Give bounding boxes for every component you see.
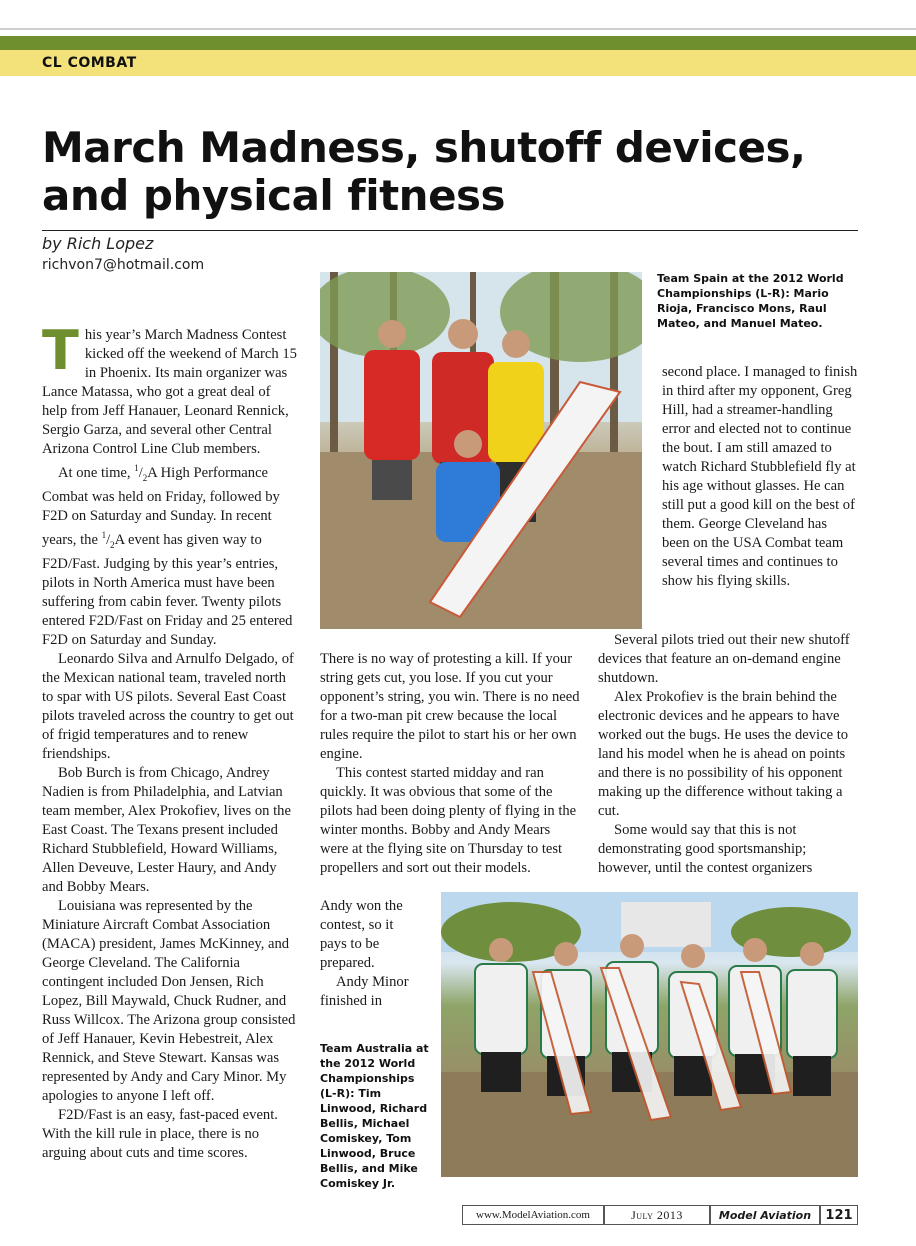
footer-magazine: Model Aviation [710,1205,820,1225]
fraction-denominator: 2 [142,472,148,483]
paragraph: Louisiana was represented by the Miniature Aircraft Combat Association (MACA) president, James McKinney, and George Cleveland. The California contingent included Don Jensen, Rich Lopez, Bill Maywald, Chuck Rudner, and Russ Willcox. The Arizona group consisted of Jeff Hanauer, Kevin Hebestreit, Alex Rennick, and Steve Stewart. Kansas was represented by Andy and Cary Minor. My apologies to anyone I left off. [42,897,296,1104]
paragraph: second place. I managed to finish in third after my opponent, Greg Hill, had a streamer-handling error and elected not to continue the bout. I am still amazed to watch Richard Stubblefield fly at his age without glasses. He can still put a good kill on the best of them. George Cleveland has been on the USA Combat team several times and continues to show his flying skills. [662,364,858,589]
header-yellow-band [0,50,916,76]
top-rule [0,28,916,30]
footer-page-number: 121 [820,1205,858,1225]
paragraph: This contest started midday and ran quickly. It was obvious that some of the pilots had been doing plenty of flying in the winter months. Bobby and Andy Mears were at the flying site on Thursday to test propellers and sort out their models. [320,765,577,876]
photo-team-spain [320,272,642,629]
byline: by Rich Lopez [42,234,154,253]
paragraph: Several pilots tried out their new shutoff devices that feature an on-demand engine shutdown. [598,632,850,686]
title-rule [42,230,858,231]
paragraph-text: At one time, [58,464,135,481]
paragraph: Alex Prokofiev is the brain behind the electronic devices and he appears to have worked out the bugs. He uses the device to land his model when he is ahead on points and there is no possibility of his opponent making up the difference without taking a cut. [598,689,849,819]
paragraph: Leonardo Silva and Arnulfo Delgado, of the Mexican national team, traveled north to spar with US pilots. Several East Coast pilots traveled across the country to get out of frigid temperatures and to renew friendships. [42,650,294,762]
article-title [42,124,862,220]
paragraph: There is no way of protesting a kill. If your string gets cut, you lose. If you cut your opponent’s string, you win. There is no need for a two-man pit crew because the local rules require the pilot to start his or her own engine. [320,651,580,762]
photo-team-australia-illustration [441,892,858,1177]
author-email: richvon7@hotmail.com [42,257,205,273]
caption-team-spain: Team Spain at the 2012 World Championships (L-R): Mario Rioja, Francisco Mons, Raul Mateo, and Manuel Mateo. [657,272,844,330]
footer-website: www.ModelAviation.com [462,1205,604,1225]
paragraph: Some would say that this is not demonstrating good sportsmanship; however, until the contest organizers [598,822,813,876]
paragraph-text: A event has given way to F2D/Fast. Judging by this year’s entries, pilots in North America must have been suffering from cabin fever. Twenty pilots entered F2D/Fast on Friday and 25 entered F2D on Saturday and Sunday. [42,531,293,648]
column-1 [42,319,298,1163]
paragraph: Andy Minor finished in [320,974,409,1009]
section-label: CL COMBAT [42,55,137,71]
column-3-lower [598,631,858,878]
photo-team-australia [441,892,858,1177]
paragraph-text: his year’s March Madness Contest kicked off the weekend of March 15 in Phoenix. Its main organizer was Lance Matassa, who got a great deal of help from Jeff Hanauer, Leonard Rennick, Sergio Garza, and several other Central Arizona Control Line Club members. [42,327,297,457]
header-green-band [0,36,916,50]
article-title-line-1: March Madness, shutoff devices, [42,123,806,172]
paragraph: Bob Burch is from Chicago, Andrey Nadien is from Philadelphia, and Latvian team member, Alex Prokofiev, lives on the East Coast. The Texans present included Richard Stubblefield, Howard Williams, Allen Deveuve, Lester Haury, and Andy and Bobby Mears. [42,764,291,895]
column-2 [320,650,582,878]
caption-team-australia: Team Australia at the 2012 World Championships (L-R): Tim Linwood, Richard Bellis, Michael Comiskey, Tom Linwood, Bruce Bellis, and Mike Comiskey Jr. [320,1042,429,1190]
column-2-continued [320,897,420,1011]
paragraph: F2D/Fast is an easy, fast-paced event. With the kill rule in place, there is no arguing about cuts and time scores. [42,1106,278,1161]
drop-cap: T [42,319,79,382]
photo-team-spain-illustration [320,272,642,629]
paragraph: At one time, $^1/_2A$ High Performance Combat was held on Friday, followed by F2D on Saturday and Sunday. In recent years, the $^1/_2A$ event has given way to F2D/Fast. Judging by this year’s entries, pilots in North America must have been suffering from cabin fever. Twenty pilots entered F2D/Fast on Friday and 25 entered F2D on Saturday and Sunday. [42,463,293,648]
paragraph: Andy won the contest, so it pays to be prepared. [320,898,403,971]
fraction-denominator: 2 [110,539,115,550]
paragraph-text: A High Performance Combat was held on Friday, followed by F2D on Saturday and Sunday. In recent years, the [42,464,280,548]
column-3-upper [662,363,858,591]
fraction-numerator: 1 [101,529,107,540]
fraction-numerator: 1 [134,463,139,473]
footer-date: July 2013 [604,1205,710,1225]
paragraph [42,319,298,459]
article-title-line-2: and physical fitness [42,171,506,220]
